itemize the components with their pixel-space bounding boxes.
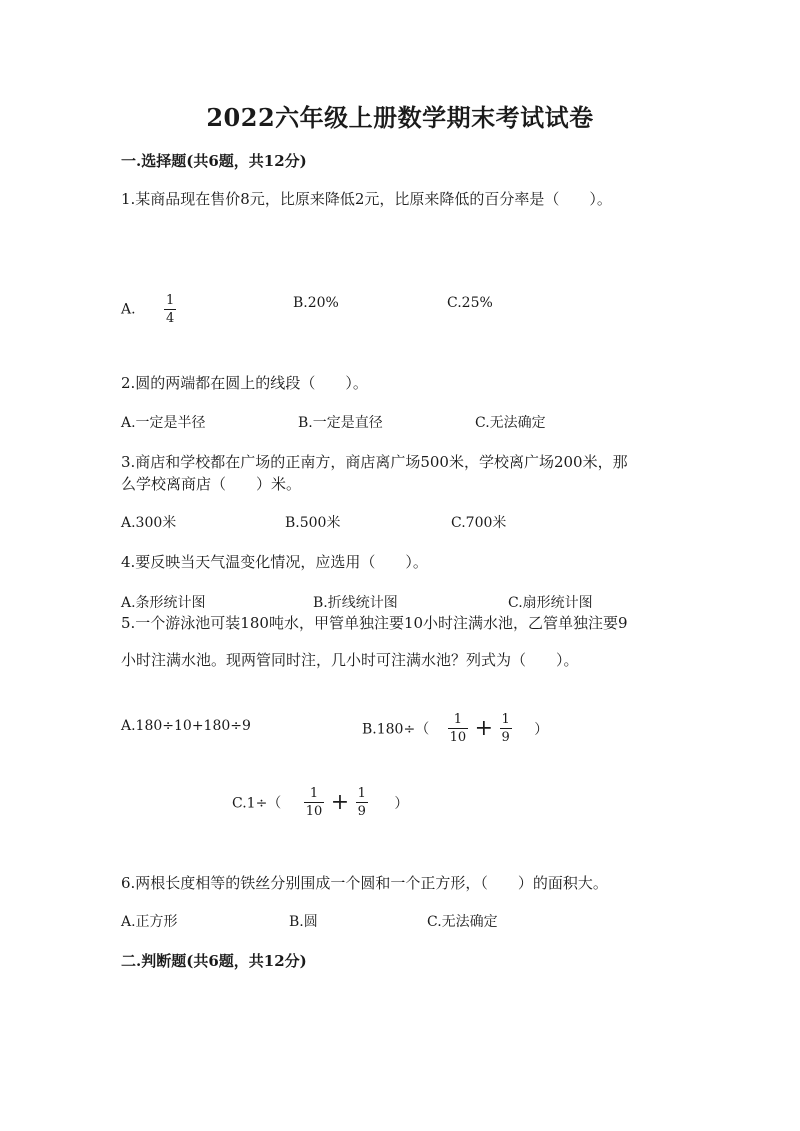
- option-b-suffix: ）: [534, 721, 549, 738]
- question-1-option-a: [121, 293, 176, 326]
- question-6-option-b: B.圆: [289, 914, 318, 930]
- fraction-numerator: 1: [309, 786, 319, 801]
- question-4-text: 4.要反映当天气温变化情况，应选用（ ）。: [121, 553, 428, 571]
- question-3-option-a: A.300米: [121, 515, 177, 531]
- fraction-numerator: 1: [357, 786, 366, 801]
- question-5-option-c: [232, 786, 408, 819]
- question-6-option-a: A.正方形: [121, 914, 178, 930]
- question-3-text-line-1: 3.商店和学校都在广场的正南方，商店离广场500米，学校离广场200米，那: [121, 453, 628, 471]
- fraction-denominator: 4: [166, 311, 175, 326]
- question-1-option-c: C.25%: [447, 295, 493, 311]
- question-2-text: 2.圆的两端都在圆上的线段（ ）。: [121, 374, 368, 392]
- fraction-denominator: 9: [501, 730, 510, 745]
- plus-sign: +: [474, 716, 494, 741]
- question-5-text-line-1: 5.一个游泳池可装180吨水，甲管单独注要10小时注满水池，乙管单独注要9: [121, 614, 628, 632]
- fraction-one-ninth: [356, 786, 368, 819]
- question-1-option-b: B.20%: [293, 295, 339, 311]
- fraction-denominator: 10: [449, 730, 467, 745]
- question-2-option-a: A.一定是半径: [121, 415, 206, 431]
- question-2-option-c: C.无法确定: [475, 415, 546, 431]
- question-1-text: 1.某商品现在售价8元，比原来降低2元，比原来降低的百分率是（ ）。: [121, 190, 612, 208]
- fraction-one-quarter: [164, 293, 176, 326]
- section-heading-choice: 一.选择题(共6题，共12分): [121, 152, 307, 170]
- question-5-option-a: A.180÷10+180÷9: [121, 718, 251, 734]
- fraction-denominator: 9: [357, 804, 366, 819]
- question-5-text-line-2: 小时注满水池。现两管同时注，几小时可注满水池？列式为（ ）。: [121, 651, 579, 669]
- fraction-one-tenth: [448, 712, 469, 745]
- section-heading-judgment: 二.判断题(共6题，共12分): [121, 952, 307, 970]
- question-5-option-b: [362, 712, 548, 745]
- fraction-numerator: 1: [166, 293, 175, 308]
- fraction-numerator: 1: [453, 712, 463, 727]
- question-3-option-b: B.500米: [285, 515, 341, 531]
- question-3-text-line-2: 么学校离商店（ ）米。: [121, 475, 302, 493]
- question-3-option-c: C.700米: [451, 515, 507, 531]
- question-6-option-c: C.无法确定: [427, 914, 498, 930]
- option-b-prefix: B.180÷（: [362, 721, 430, 738]
- fraction-denominator: 10: [305, 804, 323, 819]
- fraction-one-ninth: [500, 712, 512, 745]
- page-title: 2022六年级上册数学期末考试试卷: [206, 103, 594, 132]
- question-4-option-a: A.条形统计图: [121, 595, 206, 611]
- option-c-prefix: C.1÷（: [232, 795, 282, 812]
- question-4-option-b: B.折线统计图: [313, 595, 398, 611]
- fraction-one-tenth: [304, 786, 325, 819]
- plus-sign: +: [330, 790, 350, 815]
- option-a-label: A.: [121, 301, 136, 318]
- question-6-text: 6.两根长度相等的铁丝分别围成一个圆和一个正方形，（ ）的面积大。: [121, 874, 608, 892]
- question-4-option-c: C.扇形统计图: [508, 595, 593, 611]
- fraction-numerator: 1: [501, 712, 510, 727]
- question-2-option-b: B.一定是直径: [298, 415, 383, 431]
- option-c-suffix: ）: [394, 795, 409, 812]
